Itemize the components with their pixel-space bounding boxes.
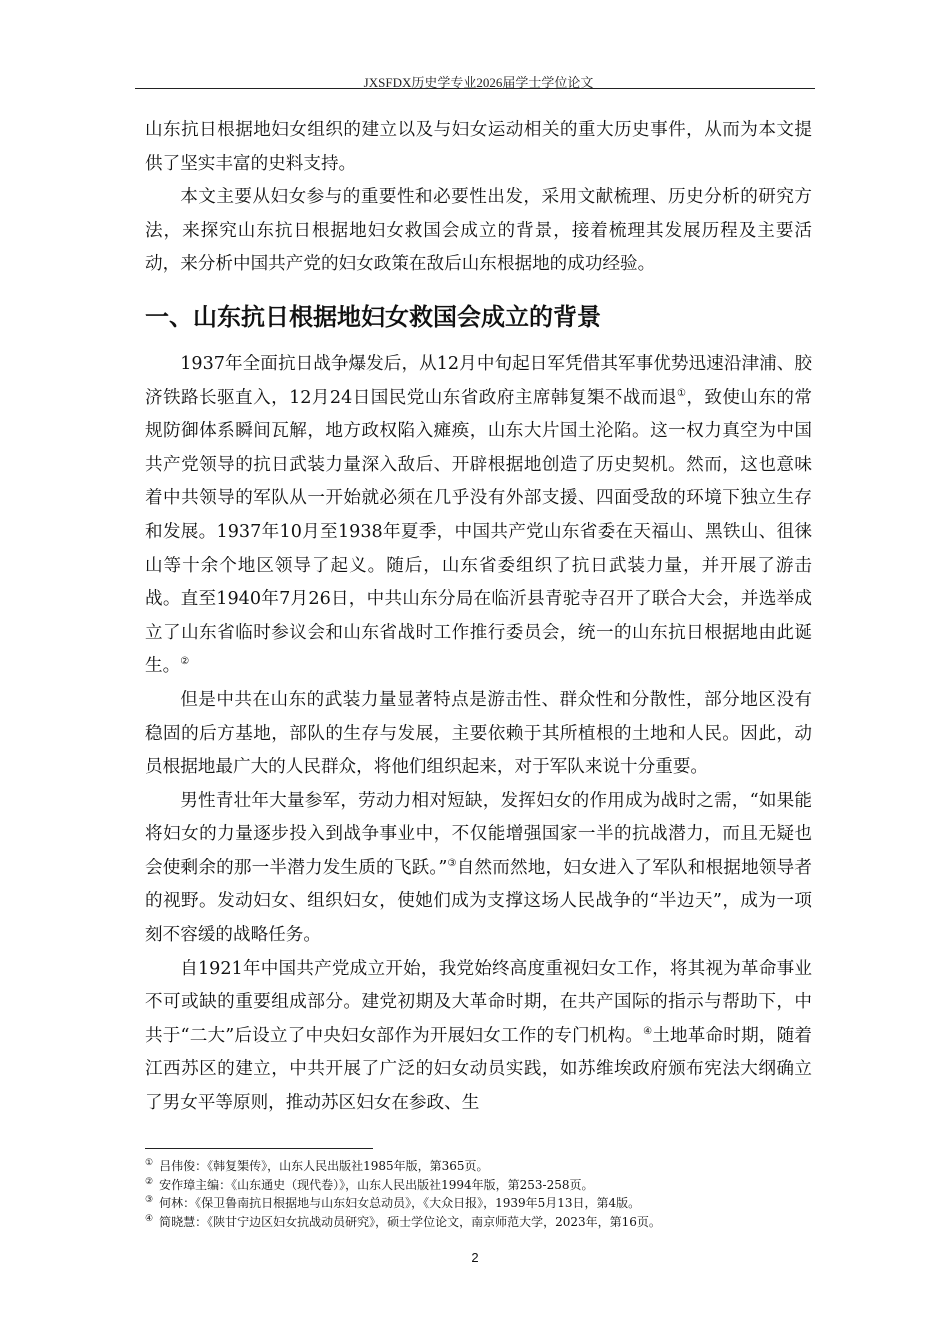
footnote-mark: ② (145, 1176, 154, 1187)
running-header: JXSFDX历史学专业2026届学士学位论文 (363, 75, 594, 90)
footnote-text: 吕伟俊：《韩复榘传》，山东人民出版社1985年版，第365页。 (159, 1159, 489, 1173)
header-rule (135, 88, 815, 89)
footnote-mark: ④ (145, 1213, 154, 1224)
footnote-ref-1[interactable]: ① (676, 387, 687, 399)
footnote-2 (145, 1175, 812, 1194)
paragraph-1: 山东抗日根据地妇女组织的建立以及与妇女运动相关的重大历史事件，从而为本文提供了坚实丰富的史料支持。 (145, 120, 812, 174)
paragraph-2: 本文主要从妇女参与的重要性和必要性出发，采用文献梳理、历史分析的研究方法，来探究山东抗日根据地妇女救国会成立的背景，接着梳理其发展历程及主要活动，来分析中国共产党的妇女政策在敌后山东根据地的成功经验。 (145, 187, 812, 275)
footnote-ref-4[interactable]: ④ (643, 1025, 653, 1037)
paragraph-5-part-2: 自然而然地，妇女进入了军队和根据地领导者的视野。发动妇女、组织妇女，使她们成为支撑这场人民战争的“半边天”，成为一项刻不容缓的战略任务。 (145, 857, 812, 946)
paragraph-5-part-1: 男性青壮年大量参军，劳动力相对短缺，发挥妇女的作用成为战时之需，“如果能将妇女的力量逐步投入到战争事业中，不仅能增强国家一半的抗战潜力，而且无疑也会使剩余的那一半潜力发生质的飞跃。” (145, 790, 812, 878)
footnote-4 (145, 1212, 812, 1231)
body-text (145, 114, 812, 1121)
footnote-text: 安作璋主编：《山东通史（现代卷）》，山东人民出版社1994年版，第253-258页。 (159, 1177, 594, 1192)
footnote-text: 简晓慧：《陕甘宁边区妇女抗战动员研究》，硕士学位论文，南京师范大学，2023年，第16页。 (159, 1214, 661, 1229)
paragraph-3-part-2: ，致使山东的常规防御体系瞬间瓦解，地方政权陷入瘫痪，山东大片国土沦陷。这一权力真空为中国共产党领导的抗日武装力量深入敌后、开辟根据地创造了历史契机。然而，这也意味着中共领导的军队从一开始就必须在几乎没有外部支援、四面受敌的环境下独立生存和发展。1937年10月至1938年夏季，中国共产党山东省委在天福山、黑铁山、徂徕山等十余个地区领导了起义。随后，山东省委组织了抗日武装力量，并开展了游击战。直至1940年7月26日，中共山东分局在临沂县青驼寺召开了联合大会，并选举成立了山东省临时参议会和山东省战时工作推行委员会，统一的山东抗日根据地由此诞生。 (145, 387, 812, 677)
footnote-1 (145, 1156, 812, 1175)
footnote-3 (145, 1193, 812, 1212)
paragraph-5 (145, 785, 812, 953)
footnote-separator (145, 1148, 373, 1149)
footnotes (145, 1156, 812, 1230)
footnote-mark: ③ (145, 1195, 154, 1205)
paragraph-3 (145, 348, 812, 684)
page-number: 2 (471, 1250, 479, 1265)
paragraph-4: 但是中共在山东的武装力量显著特点是游击性、群众性和分散性，部分地区没有稳固的后方基地，部队的生存与发展，主要依赖于其所植根的土地和人民。因此，动员根据地最广大的人民群众，将他们组织起来，对于军队来说十分重要。 (145, 689, 812, 778)
paragraph-3-part-1: 1937年全面抗日战争爆发后，从12月中旬起日军凭借其军事优势迅速沿津浦、胶济铁路长驱直入，12月24日国民党山东省政府主席韩复榘不战而退 (145, 353, 812, 408)
footnote-ref-2[interactable]: ② (180, 656, 190, 668)
section-heading: 一、山东抗日根据地妇女救国会成立的背景 (145, 302, 601, 331)
paragraph-6 (145, 953, 812, 1121)
footnote-text: 何林：《保卫鲁南抗日根据地与山东妇女总动员》，《大众日报》，1939年5月13日，第4版。 (159, 1196, 641, 1210)
footnote-mark: ① (145, 1158, 154, 1168)
footnote-ref-3[interactable]: ③ (447, 858, 457, 870)
paragraph-6-part-2: 土地革命时期，随着江西苏区的建立，中共开展了广泛的妇女动员实践，如苏维埃政府颁布宪法大纲确立了男女平等原则，推动苏区妇女在参政、生 (145, 1025, 812, 1114)
paragraph-6-part-1: 自1921年中国共产党成立开始，我党始终高度重视妇女工作，将其视为革命事业不可或缺的重要组成部分。建党初期及大革命时期，在共产国际的指示与帮助下，中共于“二大”后设立了中央妇女部作为开展妇女工作的专门机构。 (145, 958, 812, 1046)
